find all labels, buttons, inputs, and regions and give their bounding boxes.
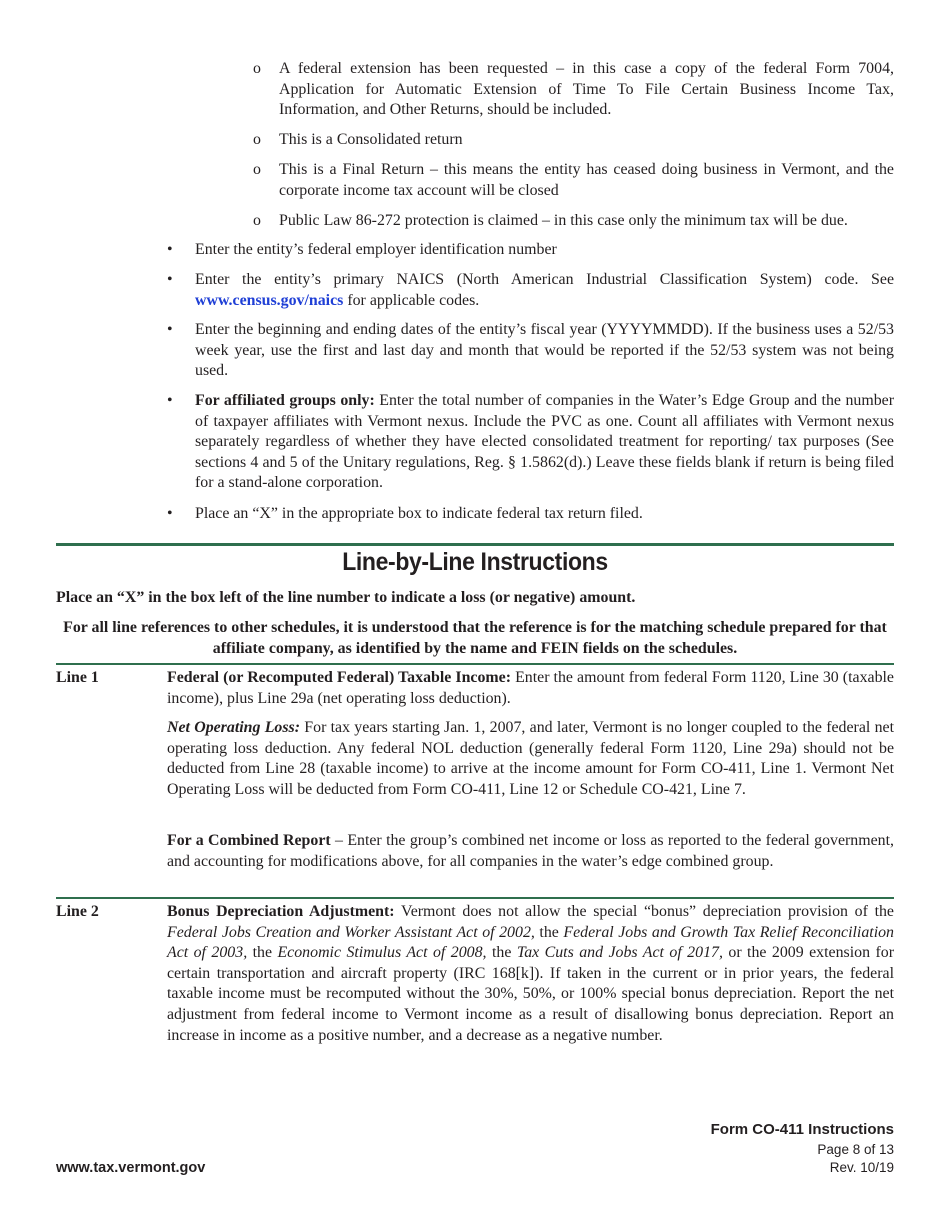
list-item (167, 504, 894, 525)
footer-form-title: Form CO-411 Instructions (710, 1121, 894, 1138)
filing-option-extension: A federal extension has been requested – in this case a copy of the federal Form 7004, Application for Automatic Extension of Time To File Certain Business Income Tax, Information, and Other Returns, should be included. (279, 60, 894, 119)
list-item (253, 59, 894, 121)
line-2-bonus-depreciation: Bonus Depreciation Adjustment: Vermont does not allow the special “bonus” depreciation provision of the Federal Jobs Creation and Worker Assistant Act of 2002, the Federal Jobs and Growth Tax Relief Reconciliation Act of 2003, the Economic Stimulus Act of 2008, the Tax Cuts and Jobs Act of 2017, or the 2009 extension for certain transportation and aircraft property (IRC 168[k]). If taken in the current or in prior years, the federal taxable income must be recomputed without the 30%, 50%, or 100% special bonus depreciation. Report the net adjustment from federal income to Vermont income as a result of disallowing bonus depreciation. Report an increase in income as a positive number, and a decrease as a negative number. (167, 903, 894, 1044)
section-title: Line-by-Line Instructions (342, 548, 608, 576)
divider (56, 663, 894, 665)
footer-revision: Rev. 10/19 (829, 1160, 894, 1175)
bullet-federal-box: Place an “X” in the appropriate box to indicate federal tax return filed. (195, 505, 643, 522)
footer-page-number: Page 8 of 13 (817, 1142, 894, 1157)
filing-option-final-return: This is a Final Return – this means the entity has ceased doing business in Vermont, and the corporate income tax account will be closed (279, 161, 894, 199)
bullet-fein: Enter the entity’s federal employer identification number (195, 241, 557, 258)
line-1-combined-report: For a Combined Report – Enter the group’s combined net income or loss as reported to the federal government, and accounting for modifications above, for all companies in the water’s edge combined group. (167, 832, 894, 870)
list-item (253, 130, 894, 151)
bullet-marker: • (167, 271, 173, 288)
bullet-marker: • (167, 241, 173, 258)
line-2-body (167, 902, 894, 1046)
list-item (167, 391, 894, 494)
list-item (253, 211, 894, 232)
line-1-body (167, 668, 894, 709)
filing-option-public-law: Public Law 86-272 protection is claimed – in this case only the minimum tax will be due. (279, 212, 848, 229)
bullet-affiliated-groups: For affiliated groups only: Enter the total number of companies in the Water’s Edge Group and the number of taxpayer affiliates with Vermont nexus. Include the PVC as one. Count all affiliates with Vermont nexus separately regardless of whether they have elected consolidated treatment for reporting/ tax purposes (See sections 4 and 5 of the Unitary regulations, Reg. § 1.5862(d).) Leave these fields blank if return is being filed for a stand-alone corporation. (195, 392, 894, 492)
sub-marker: o (253, 131, 261, 148)
bullet-marker: • (167, 392, 173, 409)
bullet-naics: Enter the entity’s primary NAICS (North American Industrial Classification System) code. See www.census.gov/naics for applicable codes. (195, 271, 894, 309)
list-item (167, 320, 894, 382)
line-label: Line 2 (56, 903, 99, 920)
bullet-fiscal-year: Enter the beginning and ending dates of the entity’s fiscal year (YYYYMMDD). If the business uses a 52/53 week year, use the first and last day and month that would be reported if the 52/53 system was not being used. (195, 321, 894, 380)
bullet-marker: • (167, 505, 173, 522)
line-1-taxable-income: Federal (or Recomputed Federal) Taxable Income: Enter the amount from federal Form 1120, Line 30 (taxable income), plus Line 29a (net operating loss deduction). (167, 669, 894, 707)
naics-link[interactable]: www.census.gov/naics (195, 291, 344, 309)
filing-option-consolidated: This is a Consolidated return (279, 131, 463, 148)
sub-marker: o (253, 161, 261, 178)
footer-website[interactable]: www.tax.vermont.gov (56, 1160, 206, 1176)
sub-marker: o (253, 212, 261, 229)
list-item (167, 270, 894, 311)
sub-marker: o (253, 60, 261, 77)
bullet-marker: • (167, 321, 173, 338)
list-item (167, 240, 894, 261)
loss-note: Place an “X” in the box left of the line number to indicate a loss (or negative) amount. (56, 589, 636, 606)
divider (56, 897, 894, 899)
list-item (253, 160, 894, 201)
line-1-nol: Net Operating Loss: For tax years starting Jan. 1, 2007, and later, Vermont is no longer coupled to the federal net operating loss deduction. Any federal NOL deduction (generally federal Form 1120, Line 29a) should not be deducted from Line 28 (taxable income) to arrive at the income amount for Form CO-411, Line 1. Vermont Net Operating Loss will be deducted from Form CO-411, Line 12 or Schedule CO-421, Line 7. (167, 719, 894, 798)
line-label: Line 1 (56, 669, 99, 686)
schedule-note: For all line references to other schedules, it is understood that the reference is for the matching schedule prepared for that affiliate company, as identified by the name and FEIN fields on the schedules. (63, 619, 887, 657)
